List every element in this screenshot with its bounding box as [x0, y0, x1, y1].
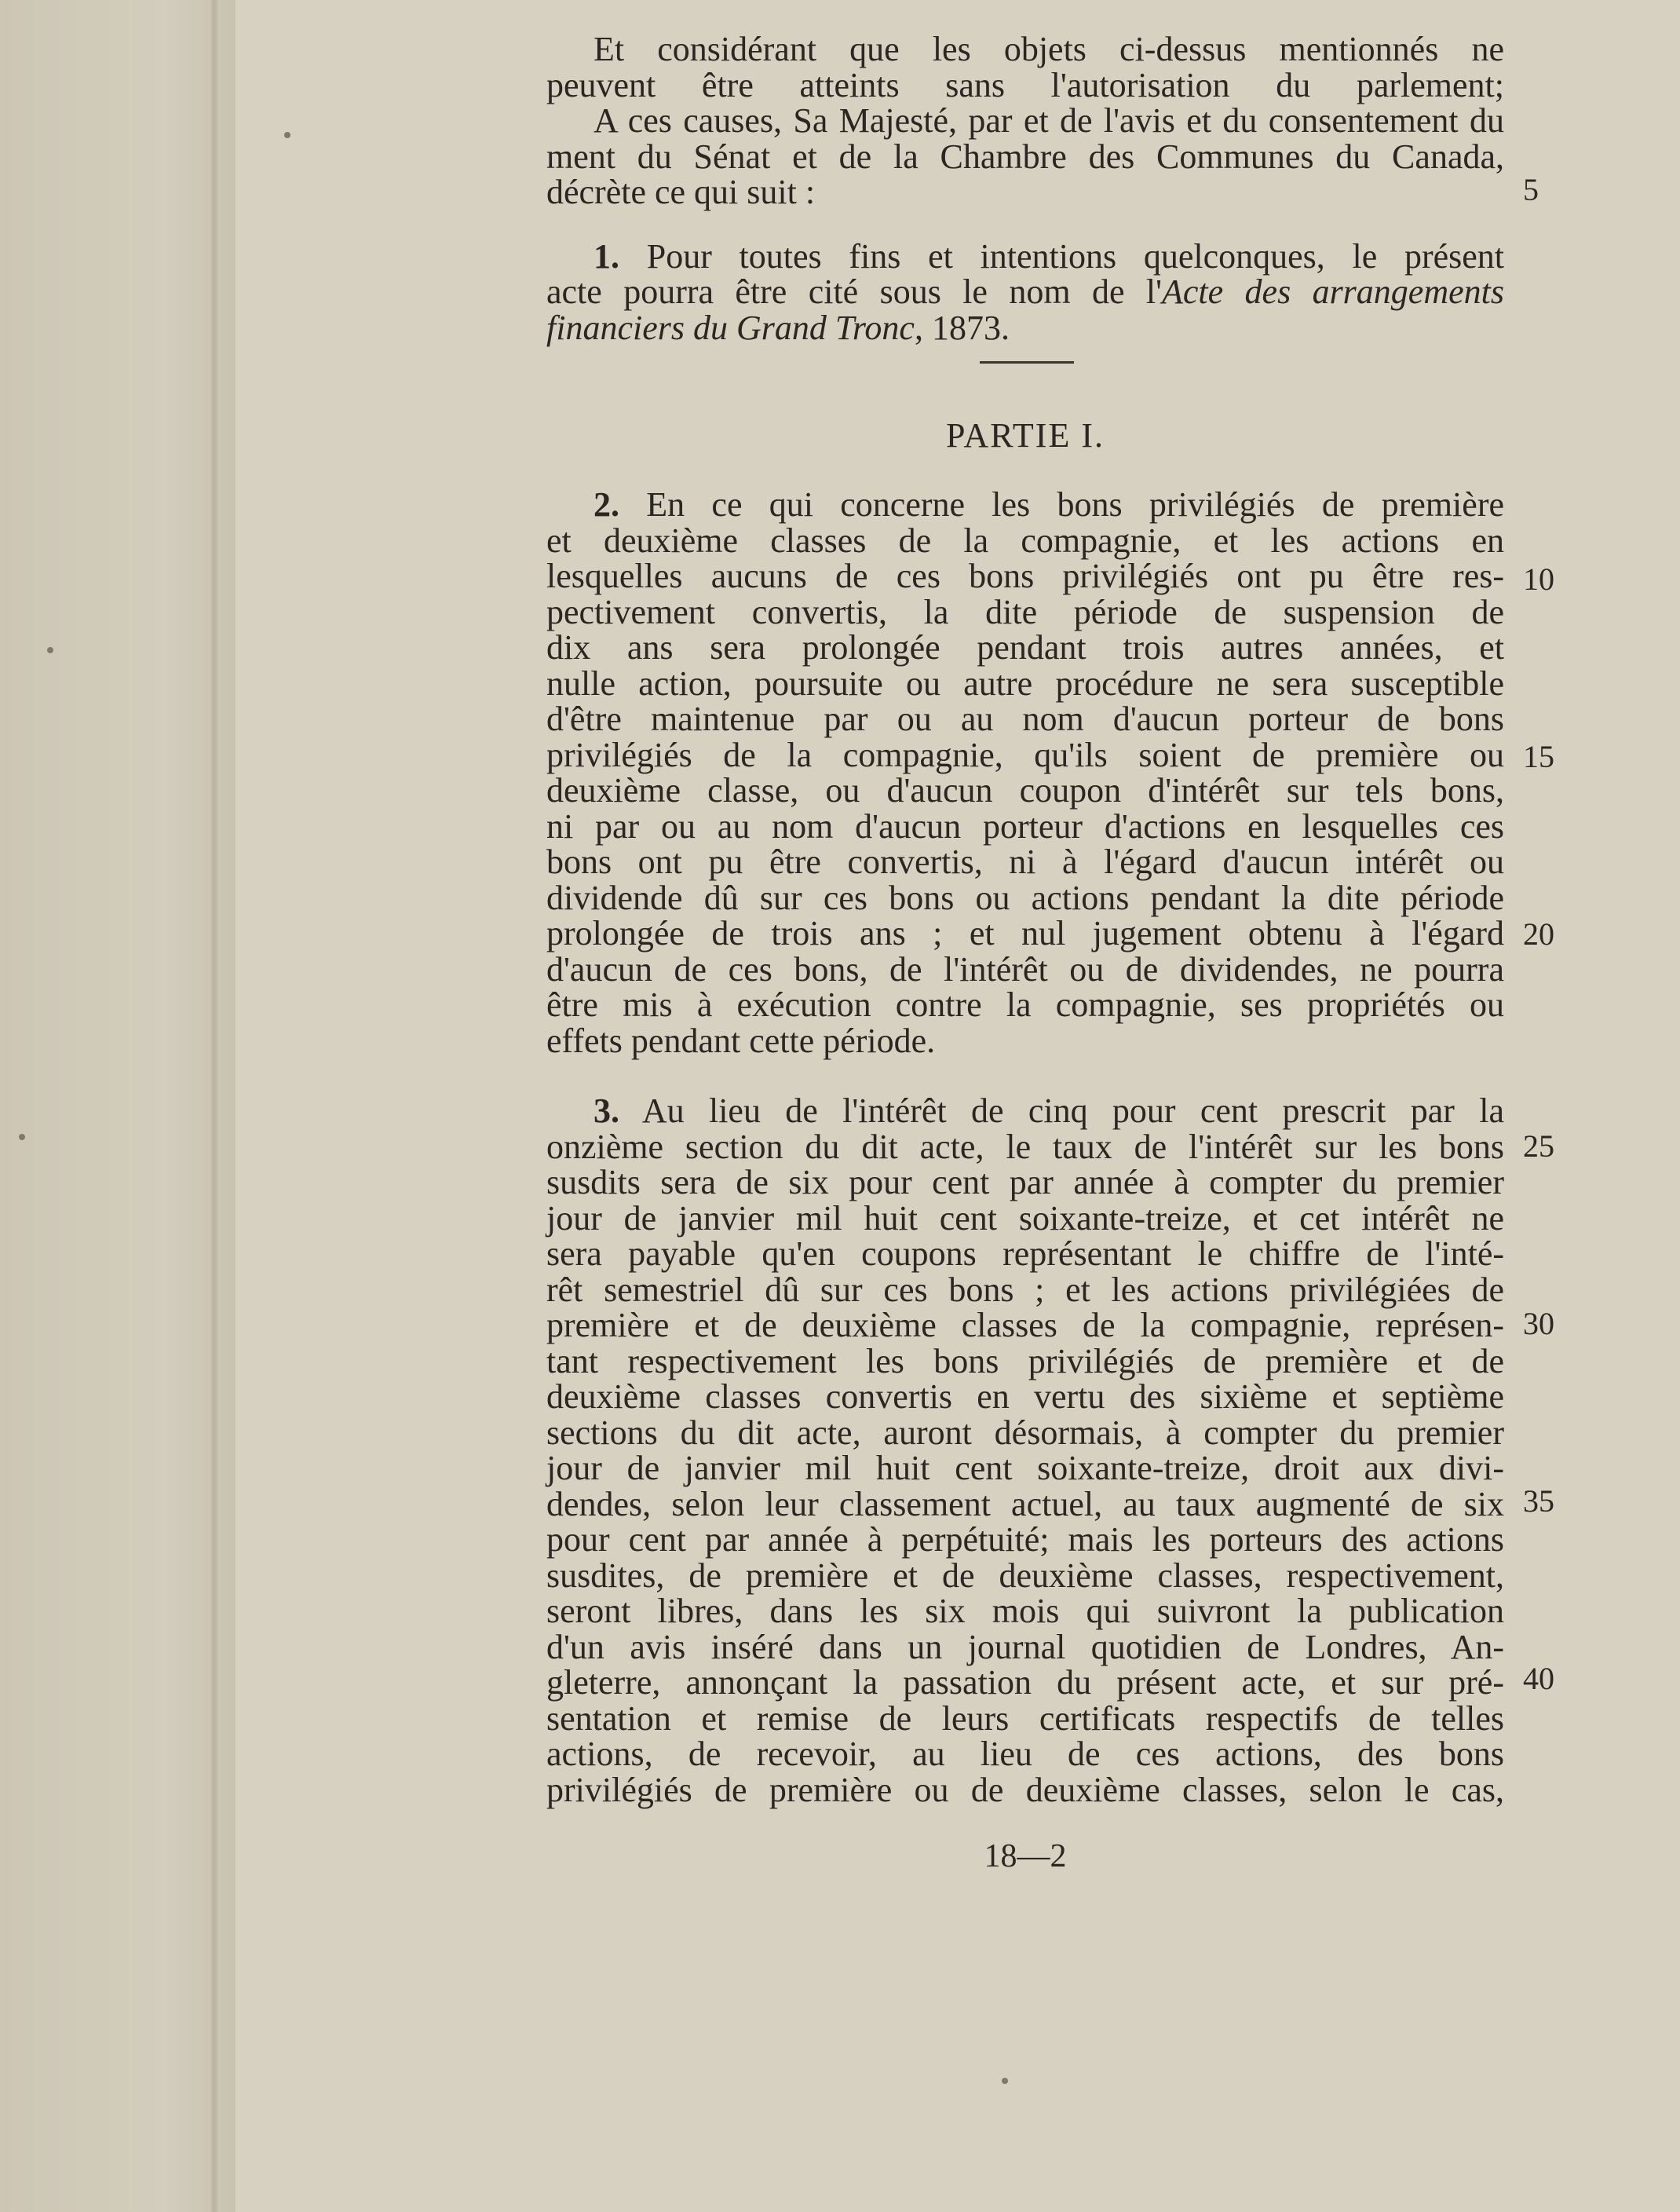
page-gutter — [0, 0, 236, 2212]
section-2 — [546, 487, 1504, 1058]
margin-line-number: 15 — [1523, 739, 1554, 774]
paper-speck — [284, 132, 290, 138]
section-3-line: sentation et remise de leurs certificats respectifs de telles — [546, 1698, 1504, 1738]
section-2-line: d'aucun de ces bons, de l'intérêt ou de dividendes, ne pourra — [546, 949, 1504, 989]
preamble-line: peuvent être atteints sans l'autorisation du parlement; — [546, 65, 1504, 104]
section-number: 2. — [593, 485, 619, 524]
section-2-line: et deuxième classes de la compagnie, et les actions en — [546, 521, 1504, 560]
act-title: Acte des arrangements — [1162, 272, 1504, 311]
signature-mark: 18—2 — [984, 1838, 1067, 1874]
paper-speck — [19, 1134, 25, 1140]
paper-speck — [1002, 2078, 1008, 2084]
section-3-line: jour de janvier mil huit cent soixante-treize, droit aux divi- — [546, 1449, 1504, 1487]
section-2-line: ni par ou au nom d'aucun porteur d'actions en lesquelles ces — [546, 806, 1504, 846]
section-3-line: 3. Au lieu de l'intérêt de cinq pour cent prescrit par la — [593, 1091, 1504, 1130]
section-3-line: deuxième classes convertis en vertu des sixième et septième — [546, 1377, 1504, 1416]
preamble-line: A ces causes, Sa Majesté, par et de l'avis et du consentement du — [593, 101, 1504, 140]
section-2-line: d'être maintenue par ou au nom d'aucun porteur de bons — [546, 700, 1504, 738]
margin-line-number: 40 — [1523, 1661, 1554, 1696]
section-2-line: effets pendant cette période. — [546, 1021, 936, 1060]
section-2-line: pectivement convertis, la dite période de suspension de — [546, 592, 1504, 631]
section-3-line: sera payable qu'en coupons représentant le chiffre de l'inté- — [546, 1234, 1504, 1273]
section-3-line: gleterre, annonçant la passation du présent acte, et sur pré- — [546, 1663, 1504, 1702]
paper-speck — [47, 647, 53, 653]
page-fold-shadow — [210, 0, 218, 2212]
section-3-line: pour cent par année à perpétuité; mais les porteurs des actions — [546, 1520, 1504, 1559]
section-2-line: 2. En ce qui concerne les bons privilégiés de première — [593, 485, 1504, 524]
margin-line-number: 30 — [1523, 1306, 1554, 1341]
margin-line-number: 10 — [1523, 561, 1554, 597]
margin-line-number: 25 — [1523, 1128, 1554, 1164]
document-body — [546, 31, 1504, 1808]
margin-line-number: 35 — [1523, 1483, 1554, 1519]
margin-line-number: 5 — [1523, 172, 1539, 207]
section-3-line: seront libres, dans les six mois qui suivront la publication — [546, 1592, 1504, 1630]
section-3-line: rêt semestriel dû sur ces bons ; et les actions privilégiées de — [546, 1270, 1504, 1309]
preamble-line: décrète ce qui suit : — [546, 173, 816, 211]
section-3-line: sections du dit acte, auront désormais, à compter du premier — [546, 1413, 1504, 1452]
section-2-line: privilégiés de la compagnie, qu'ils soient de première ou — [546, 735, 1504, 774]
section-3 — [546, 1093, 1504, 1808]
section-3-line: susdites, de première et de deuxième classes, respectivement, — [546, 1556, 1504, 1595]
section-3-line: privilégiés de première ou de deuxième classes, selon le cas, — [546, 1770, 1504, 1809]
section-2-line: dix ans sera prolongée pendant trois autres années, et — [546, 628, 1504, 667]
section-divider-rule — [980, 361, 1074, 364]
section-3-line: d'un avis inséré dans un journal quotidien de Londres, An- — [546, 1627, 1504, 1666]
section-3-line: jour de janvier mil huit cent soixante-treize, et cet intérêt ne — [546, 1198, 1504, 1238]
section-3-line: première et de deuxième classes de la compagnie, représen- — [546, 1306, 1504, 1344]
section-2-line: bons ont pu être convertis, ni à l'égard d'aucun intérêt ou — [546, 843, 1504, 881]
section-3-line: susdits sera de six pour cent par année à compter du premier — [546, 1163, 1504, 1201]
section-1-line: 1. Pour toutes fins et intentions quelconques, le présent — [593, 236, 1504, 276]
margin-line-number: 20 — [1523, 916, 1554, 952]
section-2-line: prolongée de trois ans ; et nul jugement obtenu à l'égard — [546, 914, 1504, 952]
section-3-line: tant respectivement les bons privilégiés de première et de — [546, 1341, 1504, 1380]
section-number: 3. — [593, 1091, 619, 1130]
part-heading: PARTIE I. — [946, 416, 1105, 455]
section-2-line: dividende dû sur ces bons ou actions pendant la dite période — [546, 878, 1504, 917]
preamble-line: Et considérant que les objets ci-dessus mentionnés ne — [593, 30, 1504, 68]
act-title: financiers du Grand Tronc — [546, 308, 915, 347]
section-2-line: deuxième classe, ou d'aucun coupon d'intérêt sur tels bons, — [546, 771, 1504, 810]
section-2-line: nulle action, poursuite ou autre procédure ne sera susceptible — [546, 664, 1504, 703]
section-2-line: lesquelles aucuns de ces bons privilégiés ont pu être res- — [546, 557, 1504, 595]
section-1-line: financiers du Grand Tronc, 1873. — [546, 308, 1010, 347]
section-1-line: acte pourra être cité sous le nom de l'Acte des arrangements — [546, 272, 1504, 311]
section-3-line: dendes, selon leur classement actuel, au taux augmenté de six — [546, 1484, 1504, 1523]
preamble-line: ment du Sénat et de la Chambre des Communes du Canada, — [546, 137, 1504, 176]
section-2-line: être mis à exécution contre la compagnie, ses propriétés ou — [546, 985, 1504, 1024]
section-3-line: actions, de recevoir, au lieu de ces actions, des bons — [546, 1735, 1504, 1773]
section-number: 1. — [593, 236, 619, 276]
section-3-line: onzième section du dit acte, le taux de l'intérêt sur les bons — [546, 1127, 1504, 1166]
